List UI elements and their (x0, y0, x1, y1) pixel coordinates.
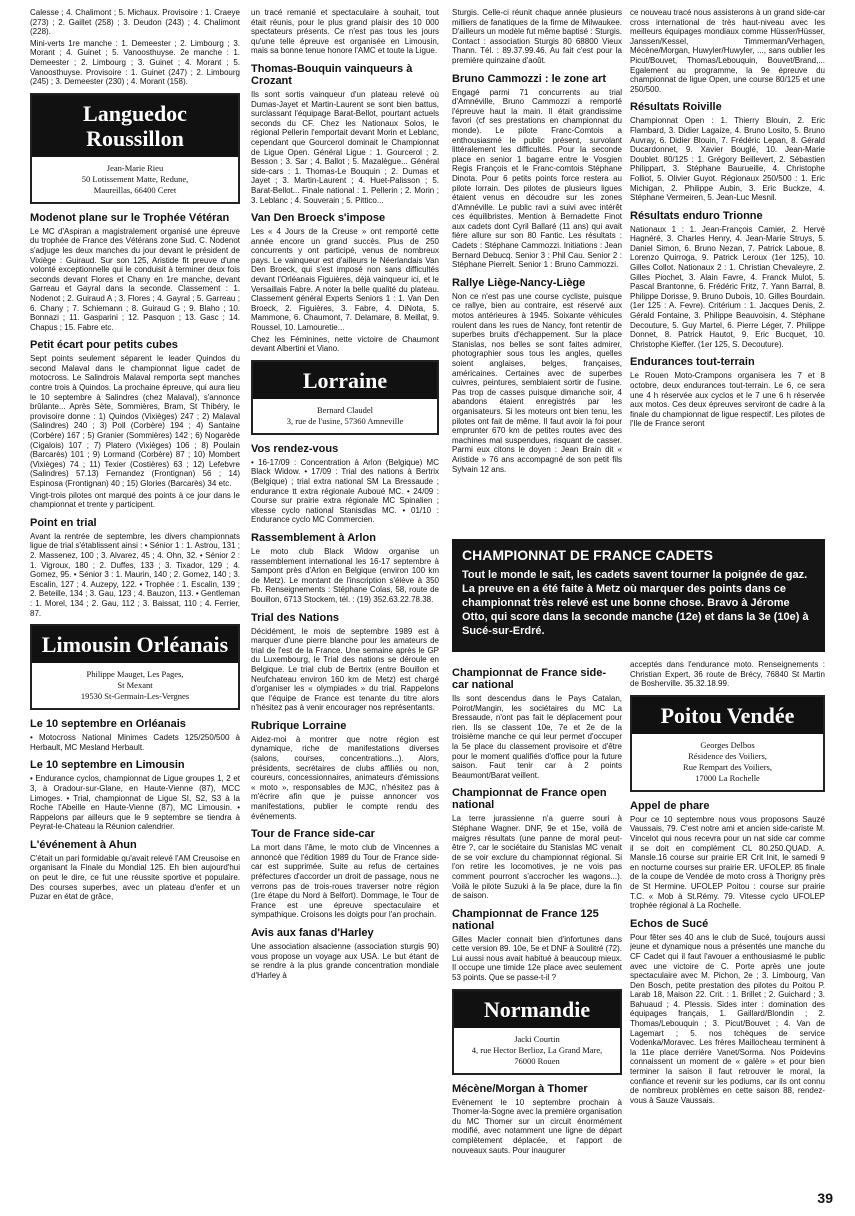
article-text: • Endurance cyclos, championnat de Ligue groupes 1, 2 et 3, à Oradour-sur-Glane, en Haute-Vienne (87), MCC Limoges. • Trial, championnat de Ligue SI, S2, S3 à la Roche l'Abeille en Haute-Vienne (87), MC Limousin. • Rappelons par ailleurs que le 9 septembre se tiendra à Peyrat-le-Chateau la Réunion calendrier. (30, 774, 240, 832)
headline: Echos de Sucé (630, 917, 709, 930)
box-address: 19530 St-Germain-Les-Vergnes (80, 691, 190, 702)
column-4 (630, 8, 825, 533)
box-address: Résidence des Voiliers, (688, 750, 767, 761)
normandie-box (452, 989, 622, 1075)
article-text: Une association alsacienne (association sturgis 90) vous propose un voyage aux USA. Le but étant de se rendre à la plus grande concentration mondiale d'Harley à (251, 941, 439, 980)
headline: Modenot plane sur le Trophée Vétéran (30, 211, 230, 224)
article-text: • Motocross National Minimes Cadets 125/250/500 à Herbault, MC Mesland Herbault. (30, 733, 240, 752)
article-text: Le MC d'Aspiran a magistralement organisé une épreuve du trophée de France des Vétérans zone Sud. C. Nodenot s'adjuge les deux manches du jour devant le président de Vixiège : Guiraud. Sur son 125, Aristide fit preuve d'une volonté exceptionnelle qui le conduisit à terminer deux fois seconds devant Flores et Chany en 1re manche, devant Garreau et Gayral dans la seconde. Classement : 1. Nodenot ; 2. Guiraud A ; 3. Flores ; 4. Gayral ; 5. Garreau ; 6. Chany ; 7. Schiemann ; 8. Guiraud G ; 9. Blaho ; 10. Bonnazi ; 11. Gasparini ; 12. Pasquon ; 13. Gasc ; 14. Chapus ; 15. Fabre etc. (30, 226, 240, 332)
article-text: Le moto club Black Widow organise un rassemblement international les 16-17 septembre à Sampont près d'Arlon en Belgique (environ 100 km de Metz). Le montant de l'inscription s'élève à 350 Fb. Renseignements : Stéphane Colas, 58, route de Bouillon, 6713 Stockem, tél. : (19) 352.63.22.78.38. (251, 546, 439, 604)
headline: Le 10 septembre en Orléanais (30, 718, 186, 731)
headline: L'événement à Ahun (30, 838, 137, 851)
headline: Appel de phare (630, 799, 710, 812)
box-title: Languedoc Roussillon (32, 95, 238, 157)
intro-text: Calesse ; 4. Chalimont ; 5. Michaux. Provisoire : 1. Craeye (273) ; 2. Gaillet (258) ; 3. Deudon (243) ; 4. Chalimont (228). (30, 8, 240, 37)
headline: Tour de France side-car (251, 828, 375, 841)
article-text: acceptés dans l'endurance moto. Renseignements : Christian Expert, 36 route de Brécy, 76840 St Martin de Bosherville. 35.32.18.99. (630, 660, 825, 689)
article-text: un tracé remanié et spectaculaire à souhait, tout était réunis, pour le plus grand plaisir des 10 000 spectateurs présents. Ce n'est pas tous les jours qu'une telle épreuve est organisée en Limousin, mais sa bonne tenue honore l'AMC et toute la Ligue. (251, 8, 439, 56)
headline: Point en trial (30, 516, 97, 529)
column-3 (452, 8, 622, 533)
poitou-vendee-box (630, 695, 825, 792)
box-title: Lorraine (253, 362, 437, 399)
languedoc-roussillon-box (30, 93, 240, 204)
headline: Championnat de France side-car national (452, 667, 607, 691)
lorraine-box (251, 360, 439, 435)
headline: Endurances tout-terrain (630, 356, 755, 369)
box-address: Jacki Courtin (514, 1033, 560, 1044)
article-text: Nationaux 1 : 1. Jean-François Camier, 2. Hervé Hagnéré, 3. Charles Henry, 4. Jean-Marie Struys, 5. Daniel Simon, 6. Bruno Nezan, 7. Patrick Laboue, 8. Lorenzo Quirroga, 9. Patrick Leroux (1er 125), 10. Gilles Collot. Nationaux 2 : 1. Christian Chevaleyre, 2. Gilles Piochet, 3. Alain Favre, 4. Franck Mulot, 5. Pascal Brantonne, 6. Frédéric Fritz, 7. Yann Barral, 8. Philippe Dorisse, 9. Bruno Dubois, 10. Gilles Bourdain. (1er 125 : A. Fevre). Critérium : 1. Jacques Denis, 2. Gérald Fontaine, 3. Philippe Beauvoisin, 4. Stéphane Decouture, 5. Guy Martel, 6. Pierre Léger, 7. Philippe Donnet, 8. Patrick Hautot, 9. Eric Bucquet, 10. Christophe Kieffer. (1er 125, S. Decouture). (630, 224, 825, 349)
headline: Thomas-Bouquin vainqueurs à Crozant (251, 62, 413, 87)
box-title: Normandie (454, 991, 620, 1028)
headline: Rubrique Lorraine (251, 719, 347, 732)
headline: Rallye Liège-Nancy-Liège (452, 276, 586, 289)
article-text: Décidément, le mois de septembre 1989 est à marquer d'une pierre blanche pour les amateurs de trial de l'est de la France. Une semaine après le GP du Luxembourg, le Trial des nations se déroule en Belgique. Le trial club de Bertrix (entre Bouillon et Neufchateau environ 160 km de Metz) est chargé d'organiser les « olympiades » du trial. Rappelons que l'équipe de France est tenante du titre alors n'hésitez pas à venir encourager nos représentants. (251, 626, 439, 713)
box-address: Jean-Marie Rieu (106, 162, 164, 173)
article-text: Evènement le 10 septembre prochain à Thomer-la-Sogne avec la première organisation du MC Thomer sur un circuit énormément modifié, avec notamment une ligne de départ complètement déplacée, et l'apport de nouveaux sauts. Pour inaugurer (452, 1097, 622, 1155)
article-text: La terre jurassienne n'a guerre souri à Stéphane Wagner. DNF, 9e et 15e, voilà de maigres résultats (une panne de moral peut-être ?, car le sociétaire du Stanislas MC venait de se voir exclure du championnat régional. Si l'on retire les locomotives, je ne vois pas comment pourront s'accrocher les wagons...). Voilà le pilote Suzuki à la 9e place, dure la fin de saison. (452, 814, 622, 901)
article-text: Chez les Féminines, nette victoire de Chaumont devant Albertini et Viano. (251, 334, 439, 354)
article-text: Les « 4 Jours de la Creuse » ont remporté cette année encore un grand succès. Plus de 250 concurrents y ont participé, venus de nombreux pays. Le vainqueur est d'ailleurs le Néerlandais Van Den Broeck, qui s'est imposé non sans difficultés devant l'Orléanais Figuières, déjà vainqueur ici, et le Versaillais Fabre. A noter la belle qualité du plateau. Classement général Experts Seniors 1 : 1. Van Den Broeck, 2. Figuières, 3. Fabre, 4. DiNota, 5. Mammone, 6. Chaumont, 7. Delamare, 8. Meillat, 9. Roussel, 10. Lamouretie... (251, 227, 439, 333)
box-address: Philippe Mauget, Les Pages, (86, 669, 184, 680)
box-address: 76000 Rouen (514, 1055, 560, 1066)
article-text: Aidez-moi à montrer que notre région est dynamique, riche de manifestations diverses (salons, courses, concentrations...). Alors, présidents, secrétaires de clubs affiliés ou non, coureurs, concessionnaires, animateurs d'émissions « moto », responsables de MJC, n'hésitez pas à m'écrire afin que je puisse annoncer vos manifestations, publier le compte rendu des événements. (251, 734, 439, 821)
box-title: Poitou Vendée (632, 697, 823, 734)
headline: Petit écart pour petits cubes (30, 339, 178, 352)
headline: Championnat de France 125 national (452, 907, 599, 932)
headline: Rassemblement à Arlon (251, 531, 376, 544)
headline: Avis aux fanas d'Harley (251, 926, 374, 939)
box-address: 50 Lotissement Matte, Redune, (81, 173, 189, 184)
article-text: Sturgis. Celle-ci réunit chaque année plusieurs milliers de fanatiques de la firme de Milwaukee. D'ailleurs un modèle fut même baptisé : Sturgis. Contact : association Sturgis 80 68800 Vieux Thann. Tél. : 89.37.99.46. Au fait c'est pour la première quinzaine d'août. (452, 8, 622, 65)
box-address: Georges Delbos (700, 739, 755, 750)
headline: Trial des Nations (251, 611, 340, 624)
article-text: Le Rouen Moto-Crampons organisera les 7 et 8 octobre, deux endurances tout-terrain. Le 6, ce sera une 4 h réservée aux cyclos et le 7 une 6 h réservée aux motos. Ces deux épreuves serviront de cadre à la finale du championnat de ligue respectif. Les pilotes de l'Ile de France seront (630, 371, 825, 429)
box-address: St Mexant (117, 680, 153, 691)
limousin-box (30, 624, 240, 710)
headline: Vos rendez-vous (251, 442, 339, 455)
article-text: • 16-17/09 : Concentration à Arlon (Belgique) MC Black Widow. • 17/09 : Trial des nations à Bertrix (Belgique) ; trial extra national SM La Bressaude ; endurance tt extra régionale Auboué MC. • 24/09 : Course sur prairie extra régionale MC Spinalien ; vitesse cyclo national Stanisdlas MC. • 01/10 : Endurance cyclo MC Commercien. (251, 457, 439, 525)
article-text: Avant la rentrée de septembre, les divers championnats ligue de trial s'établissent ainsi : • Sénior 1 : 1. Astrou, 131 ; 2. Massenez, 100 ; 3. Alvarez, 45 ; 4. Ohn, 32. • Sénior 2 : 1. Vigroux, 180 ; 2. Duffes, 133 ; 3. Tixador, 129 ; 4. Gomez, 95. • Sénior 3 : 1. Maurin, 140 ; 2. Gomez, 140 ; 3. Escalin, 127 ; 4. Auzepy, 122. • Trophée : 1. Escalin, 139 ; 2. Beteille, 134 ; 3. Gau, 123 ; 4. Bauzon, 113. • Gentleman : 1. Morel, 134 ; 2. Gau, 112 ; 3. Baissat, 110 ; 4. Ferrier, 87. (30, 531, 240, 618)
page-number: 39 (817, 1190, 833, 1206)
article-text: Sept points seulement séparent le leader Quindos du second Malaval dans le championnat ligue cadet de motocross. Le Salindrois Malaval remporta sept manches contre trois à Quindos. La prochaine épreuve, qui aura lieu le 10 septembre à Salindres (chez Malaval), s'annonce brûlante... Après Sète, Sommières, Bram, St Thibéry, le provisoire donne : 1) Quindos (Vixièges) 247 ; 2) Malaval (Salindres) 240 ; 3) Poll (Corbère) 194 ; 4) Santaine (Corbère) 167 ; 5) Granier (Sommières) 142 ; 6) Nogarède (Cigalois) 107 ; 7) Platero (Vixièges) 106 ; 8) Poulain (Barcarès) 101 ; 9) Lormand (Corbère) 87 ; 10) Mombert (Vixièges) 74 ; 11) Texier (Costières) 63 ; 12) Lefebvre (Salindres) 57.13) Fernandez (Frontignan) 56 ; 14) Espinosa (Frontignan) 40 ; 15) Glories (Barcarès) 34 etc. (30, 354, 240, 488)
box-address: Maureillas, 66400 Ceret (93, 184, 177, 195)
headline: Bruno Cammozzi : le zone art (452, 72, 607, 85)
article-text: Non ce n'est pas une course cycliste, puisque ce rallye, bien au contraire, est réservé aux motos antérieures à 1945. Soixante véhicules roulent dans les rues de Nancy, font retentir de superbes bruits d'échappement. Sur la place Stanislas, nos belles se sont faites admirer, photographier sous tous les angles, quelles soient anglaises, belges, françaises, américaines. Certaines avec de superbes cuivres, peintures, semblaient sortir de l'usine. Pas trop de casses puisque dimanche soir, 4 abandons étaient enregistrés par les organisateurs. Si les moteurs ont bien tenu, les pilotes ont fait de même. Il faut avoir la foi pour emprunter 670 km de petites routes avec des machines mal suspendues, risquant de casser. Parmi eux citons le doyen : Jean Brain dit « Aristide » 76 ans accompagné de son petit fils Sylvain 12 ans. (452, 291, 622, 474)
box-address: Rue Rempart des Voiliers, (683, 761, 772, 772)
article-text: C'était un pari formidable qu'avait relevé l'AM Creusoise en organisant la Finale du Mondial 125. Eh bien aujourd'hui on peut le dire, ce fut une réussite sportive et populaire. Des courses superbes, avec un plateau d'enfer et un Puzar en état de grâce, (30, 853, 240, 902)
banner-text: Tout le monde le sait, les cadets savent tourner la poignée de gaz. La preuve en a été faite à Metz où marquer des points dans ce championnat très relevé est une bonne chose. Bravo à Jérome Otto, qui score dans la seconde manche (12e) et dans la 3e (10e) à Sucé-sur-Erdré. (462, 569, 809, 637)
article-text: Championnat Open : 1. Thierry Blouin, 2. Eric Flambard, 3. Didier Lagaize, 4. Bruno Losito, 5. Bruno Auvray, 6. Didier Blouin, 7. Frédéric Lepan, 8. Gérald Ducardonnet, 9. Xavier Bouglé, 10. Jean-Marie Doublet. 80/125 : 1. Grégory Beillevert, 2. Sébastien Philippart, 3. Stéphane Baurueille, 4. Christophe Folliot, 5. Olivier Guyot. Régionaux 250/500 : 1. Eric Michigan, 2. Philippe Aubin, 3. Eric Buckze, 4. Stéphane Vermeiren, 5. Jean-Luc Mesnil. (630, 116, 825, 203)
lower-column-3 (452, 660, 622, 1200)
article-text: Ils sont sortis vainqueur d'un plateau relevé où Dumas-Jayet et Martin-Laurent se sont bien battus, surclassant l'équipage Barat-Bellot, pourtant actuels seconds du CF. Chez les Nationaux Solos, le régional Pellerin l'emportait devant Morin et Leblanc, cependant que Gourcerol dominait le Championnat de Ligue Open. Général Ligue : 1. Gourcerol ; 2. Besson ; 3. Sar ; 4. Ballot ; 5. Mazalègue... Général side-cars : 1. Thomas-Le Bouquin ; 2. Dumas et Jayet ; 3. Martin-Laurent ; 4. Huet-Palisson ; 5. Barat-Bellot... Finale national : 1. Pellerin ; 2. Morin ; 3. Leblanc ; 4. Souverain ; 5. Pittico... (251, 89, 439, 205)
headline: Le 10 septembre en Limousin (30, 759, 185, 772)
cadets-banner (452, 539, 825, 652)
box-address: 3, rue de l'usine, 57360 Amneville (286, 415, 404, 426)
article-text: ce nouveau tracé nous assisterons à un grand side-car cross international de très haut-niveau avec les meilleurs équipages mondiaux comme Hüsser/Hüsser, Janssen/Kessel, Timmerman/Verhagen, Mécène/Morgan, Huwyler/Huwyler, ..., sans oublier les Picut/Bouvet, Thomas/Lebouquin, Bouvet/Brand,... Egalement au programme, la 9e épreuve du championnat de ligue Open, une course 80/125 et une 250/500. (630, 8, 825, 94)
minivert-text: Mini-verts 1re manche : 1. Demeester ; 2. Limbourg ; 3. Morant ; 4. Guinet ; 5. Vanoosthuyse. 2e manche : 1. Demeester ; 2. Limbourg ; 3. Guinet ; 4. Morant ; 5. Vanoosthuyse. Provisoire : 1. Guinet (247) ; 2. Limbourg (245) ; 3. Demeester (230) ; 4. Morant (158). (30, 38, 240, 87)
lower-column-4 (630, 660, 825, 1170)
article-text: Gilles Macler connait bien d'infortunes dans cette version 89. 10e, 5e et DNF à Soulitré (72). Lui aussi nous avait habitué à beaucoup mieux. Il occupe une timide 12e place avec seulement 53 points. Que se passe-t-il ? (452, 934, 622, 983)
box-address: 4, rue Hector Berlioz, La Grand Mare, (471, 1044, 603, 1055)
headline: Championnat de France open national (452, 787, 607, 812)
article-text: La mort dans l'âme, le moto club de Vincennes a annoncé que l'édition 1989 du Tour de France side-car est supprimée. Suite au refus de certaines préfectures d'accorder un droit de passage, nous ne verrons pas de trois-roues traverser notre région (1re étape du Nord à Belfort). Dommage, le Tour de France est une épreuve spectaculaire et sympathique. Croisons les doigts pour l'an prochain. (251, 843, 439, 920)
box-address: 17000 La Rochelle (695, 772, 760, 783)
headline: Résultats Roiville (630, 101, 722, 114)
box-address: Bernard Claudel (317, 404, 373, 415)
article-text: Engagé parmi 71 concurrents au trial d'Amnéville, Bruno Cammozzi a remporté l'épreuve haut la main. Il était grandissime favori (cf ses prestations en championnat du monde). Le pilote Franc-Comtois a enthousiasmé le public présent, survolant littéralement les difficultés. Pour la seconde place en senior 1 bagarre entre le Vosgien Regis François et le Franc-comtois Stéphane Dinota. Pour 6 petits points force restera au pilote lorrain. Des pilotes de plusieurs ligues étaient venus en découdre sur les zones d'Amnéville. Le public ravi a suivi avec intérêt ces équilibristes. Mention à Bernadette Finot aux cadets dont Cyril Ballaré (11 ans) qui avait fière allure sur son 80 Fantic. Les résultats : Cadets : Stéphane Cammozzi. Initiations : Jean Bernard Debucq. Senior 3 : Phil Cau. Senior 2 : Stéphane Pierrelt. Senior 1 : Bruno Cammozzi. (452, 87, 622, 270)
headline: Mécène/Morgan à Thomer (452, 1082, 588, 1095)
headline: Résultats enduro Trionne (630, 209, 763, 222)
article-text: Pour ce 10 septembre nous vous proposons Sauzé Vaussais, 79. C'est notre ami et ancien side-cariste M. Vincelot qui nous recevra pour un nat side car comme il se doit en complément CL 80.250.QUAD. A. Mansle.16 course sur prairie ER Crit Init, le samedi 9 en nocturne courses sur prairie ER. UFOLEP. 85 finale de la coupe de Vendée de moto cross à Thorigny près de St Hermine. UFOLEP Poitou : course sur prairie T.C. « Mob à St.Rémy. 79. Vitesse cyclo UFOLEP trophée régional à La Rochelle. (630, 814, 825, 911)
article-text: Ils sont descendus dans le Pays Catalan, Poirot/Mangin, les sociétaires du MC La Bressaude, n'ont pas fait le déplacement pour rien. Ils se classent 10e, 7e et 2e de la troisième manche ce qui leur permet d'occuper la 5e place du classement provisoire et d'être pour le moment qualifiés d'office pour la future saison. Faut tenir car à 2 points Beaumont/Barat veillent. (452, 694, 622, 780)
article-text: Vingt-trois pilotes ont marqué des points à ce jour dans le championnat et trente y participent. (30, 490, 240, 510)
headline: Van Den Broeck s'impose (251, 212, 386, 225)
box-title: Limousin Orléanais (32, 626, 238, 663)
banner-title: CHAMPIONNAT DE FRANCE CADETS (462, 547, 713, 563)
column-1 (30, 8, 240, 1208)
column-2 (251, 8, 439, 1208)
article-text: Pour fêter ses 40 ans le club de Sucé, toujours aussi jeune et dynamique nous a présentés une manche du CF Cadet qui il faut l'avouer a enthousiasmé le public avec une victoire de C. Porte après une joute spectaculaire avec M. Pichon, 2e ; 3. Limbourg, Van Den Bosch, petite prestation des pilotes du Poitou P. Larab 18, Maison 22. Crit. : 1. Brillet ; 2. Guichard ; 3. Bahuaud ; 4. Plessis. Sides inter : domination des équipages français, 1. Gaillard/Blondin ; 2. Thomas/Lebouquin ; 3. Picut/Bouvet ; 4. Van de Lagemart ; 5. nos tchèques de service Vodenka/Moravec. Les frères Maillocheau terminent à la 11e place derrière Vanet/Sorma. Nos Poidevins connaissent un moment de « galère » et pour bien terminer la saison il faut retrouver le moral, la confiance et revenir sur les podiums, car ils ont connu de nombreux problèmes en cette saison 88, rendez-vous à Sauze Vaussais. (630, 932, 825, 1105)
